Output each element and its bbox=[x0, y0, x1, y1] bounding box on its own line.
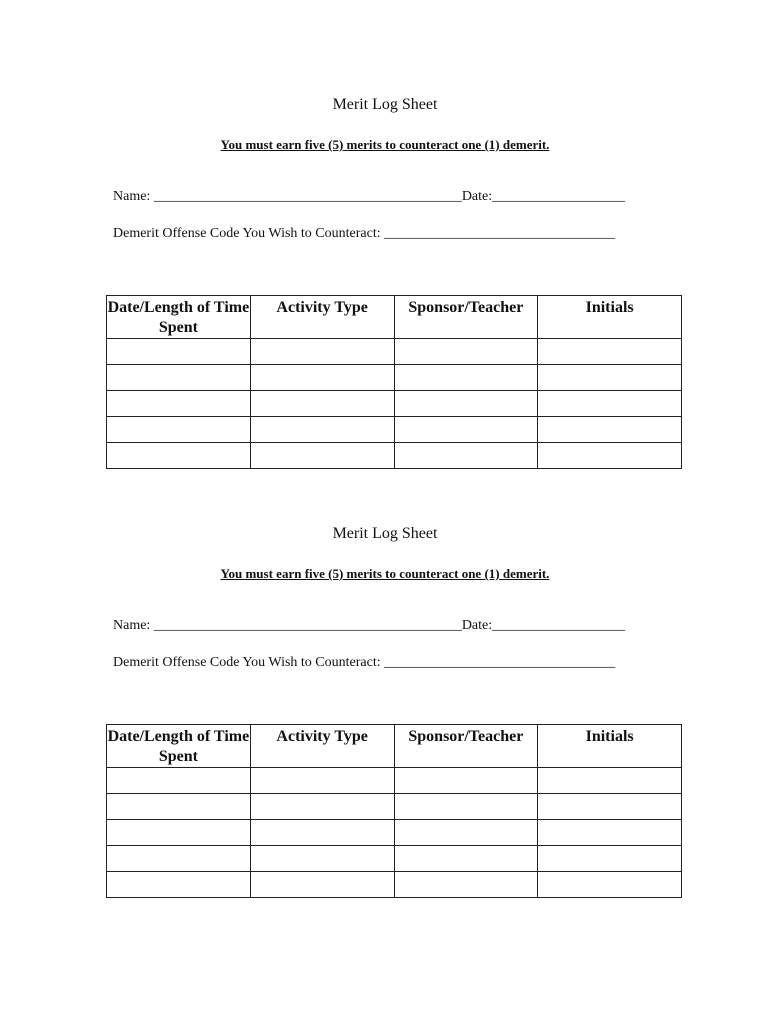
merit-log-table bbox=[106, 724, 682, 898]
header-activity-type: Activity Type bbox=[250, 296, 394, 339]
table-header-row bbox=[107, 725, 682, 768]
merit-log-sheet-1 bbox=[0, 0, 770, 430]
table-row bbox=[107, 365, 682, 391]
table-cell[interactable] bbox=[250, 820, 394, 846]
offense-code-line: Demerit Offense Code You Wish to Counteract: _________________________________ bbox=[113, 226, 616, 241]
table-header-row bbox=[107, 296, 682, 339]
table-cell[interactable] bbox=[538, 768, 682, 794]
table-cell[interactable] bbox=[394, 846, 538, 872]
table-cell[interactable] bbox=[107, 768, 251, 794]
table-cell[interactable] bbox=[107, 846, 251, 872]
table-cell[interactable] bbox=[107, 794, 251, 820]
table-cell[interactable] bbox=[538, 872, 682, 898]
table-row bbox=[107, 846, 682, 872]
table-row bbox=[107, 339, 682, 365]
table-cell[interactable] bbox=[394, 794, 538, 820]
table-cell[interactable] bbox=[394, 820, 538, 846]
table-cell[interactable] bbox=[250, 846, 394, 872]
header-date-length: Date/Length of Time Spent bbox=[107, 296, 251, 339]
table-cell[interactable] bbox=[250, 365, 394, 391]
table-row bbox=[107, 794, 682, 820]
table-cell[interactable] bbox=[394, 339, 538, 365]
offense-code-line: Demerit Offense Code You Wish to Counteract: _________________________________ bbox=[113, 655, 616, 670]
table-cell[interactable] bbox=[107, 339, 251, 365]
table-cell[interactable] bbox=[538, 339, 682, 365]
sheet-title: Merit Log Sheet bbox=[332, 525, 438, 542]
table-cell[interactable] bbox=[250, 768, 394, 794]
table-cell[interactable] bbox=[394, 391, 538, 417]
name-date-line: Name: ____________________________________________Date:___________________ bbox=[113, 618, 626, 633]
table-row bbox=[107, 391, 682, 417]
header-sponsor-teacher: Sponsor/Teacher bbox=[394, 296, 538, 339]
header-initials: Initials bbox=[538, 296, 682, 339]
merit-log-sheet-2 bbox=[0, 429, 770, 859]
table-cell[interactable] bbox=[394, 872, 538, 898]
table-cell[interactable] bbox=[538, 794, 682, 820]
name-date-line: Name: ____________________________________________Date:___________________ bbox=[113, 189, 626, 204]
table-row bbox=[107, 872, 682, 898]
table-cell[interactable] bbox=[394, 768, 538, 794]
table-cell[interactable] bbox=[538, 365, 682, 391]
table-cell[interactable] bbox=[250, 872, 394, 898]
table-cell[interactable] bbox=[538, 820, 682, 846]
header-sponsor-teacher: Sponsor/Teacher bbox=[394, 725, 538, 768]
merit-notice: You must earn five (5) merits to counteract one (1) demerit. bbox=[220, 566, 550, 581]
header-activity-type: Activity Type bbox=[250, 725, 394, 768]
sheet-title: Merit Log Sheet bbox=[332, 96, 438, 113]
table-cell[interactable] bbox=[250, 339, 394, 365]
table-cell[interactable] bbox=[394, 365, 538, 391]
table-cell[interactable] bbox=[250, 391, 394, 417]
merit-notice: You must earn five (5) merits to counteract one (1) demerit. bbox=[220, 137, 550, 152]
table-row bbox=[107, 820, 682, 846]
table-cell[interactable] bbox=[538, 846, 682, 872]
table-row bbox=[107, 768, 682, 794]
table-cell[interactable] bbox=[250, 794, 394, 820]
header-initials: Initials bbox=[538, 725, 682, 768]
table-cell[interactable] bbox=[107, 365, 251, 391]
header-date-length: Date/Length of Time Spent bbox=[107, 725, 251, 768]
table-cell[interactable] bbox=[538, 391, 682, 417]
table-cell[interactable] bbox=[107, 820, 251, 846]
table-cell[interactable] bbox=[107, 391, 251, 417]
table-cell[interactable] bbox=[107, 872, 251, 898]
